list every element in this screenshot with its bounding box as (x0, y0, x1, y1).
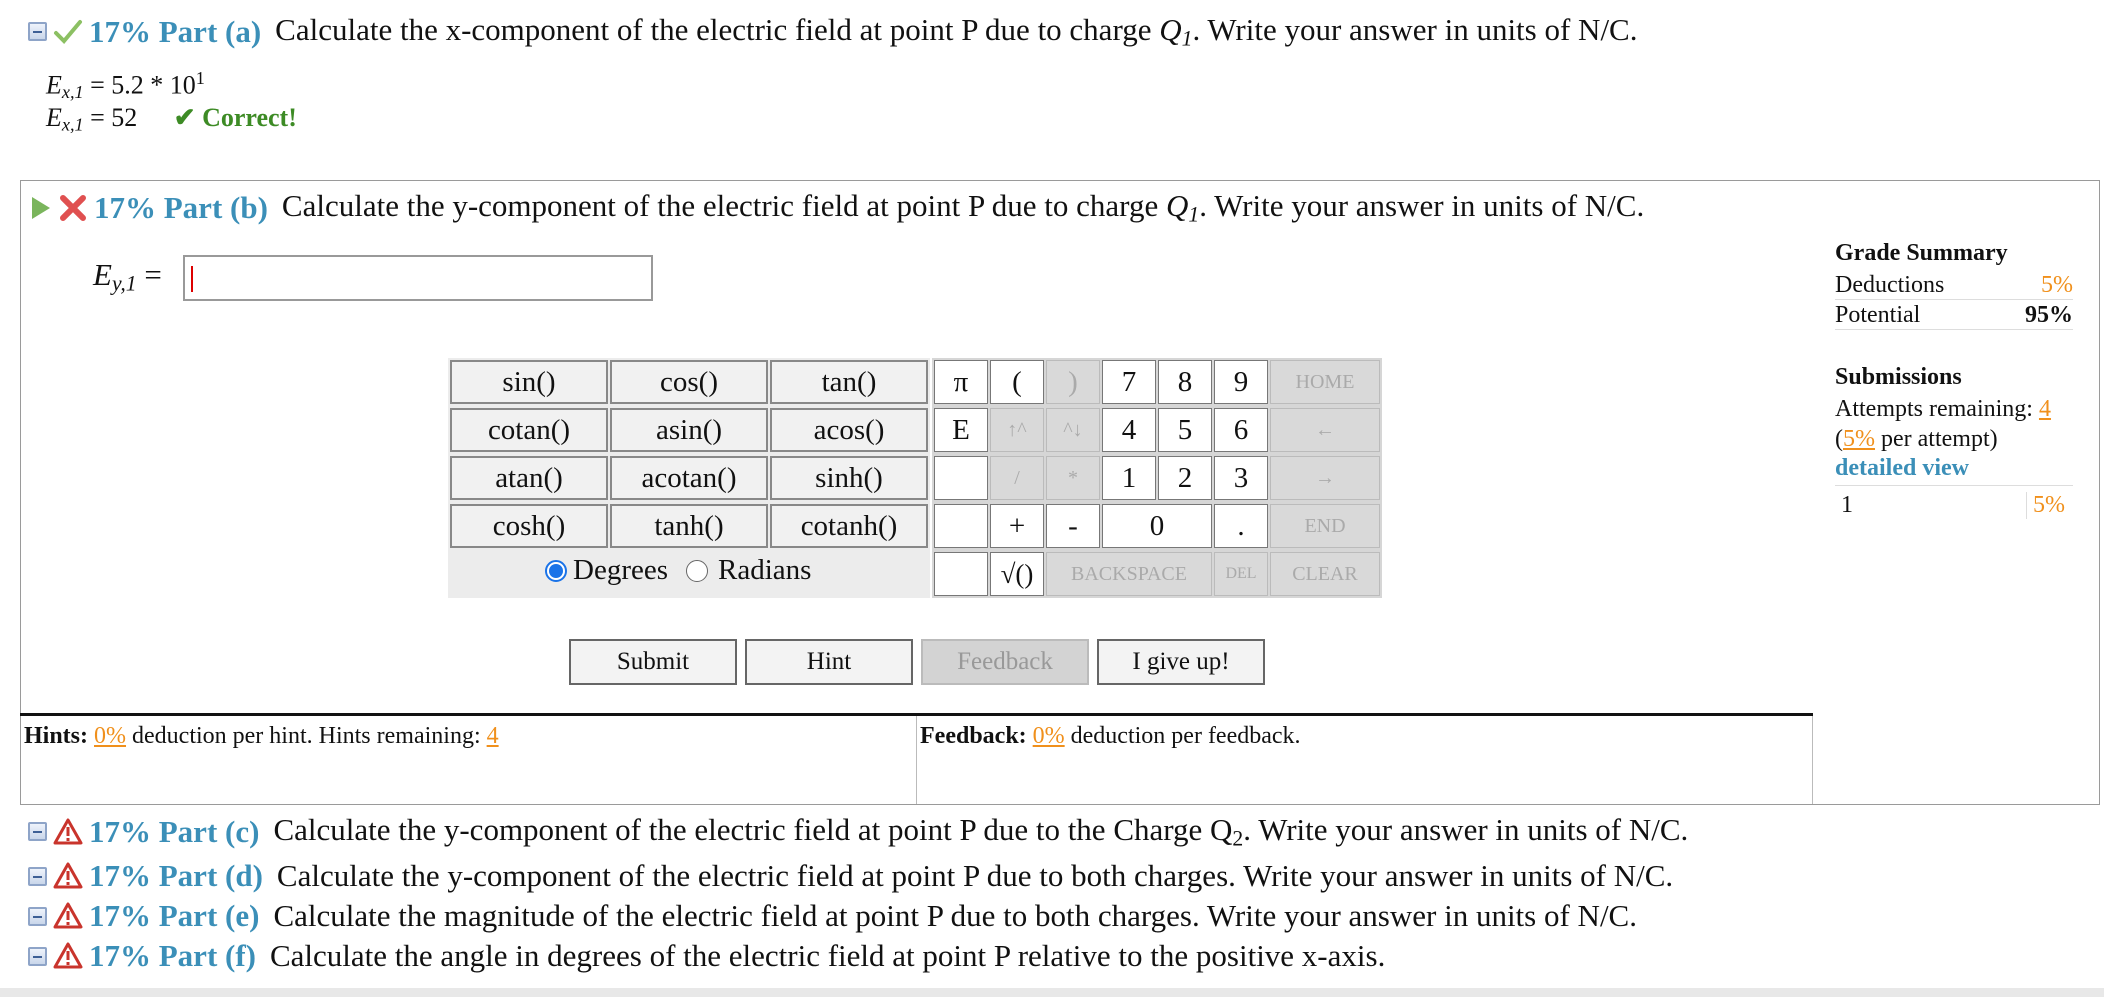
key-e[interactable]: E (934, 408, 988, 452)
key-9[interactable]: 9 (1214, 360, 1268, 404)
part-c-title[interactable]: 17% Part (c) (89, 813, 260, 849)
key-7[interactable]: 7 (1102, 360, 1156, 404)
part-d-header (28, 858, 1673, 894)
key-home: HOME (1270, 360, 1380, 404)
part-f-header (28, 938, 1385, 974)
key-plus[interactable]: + (990, 504, 1044, 548)
part-e-header (28, 898, 1637, 934)
fn-sin-button[interactable]: sin() (450, 360, 608, 404)
hints-remaining: 4 (486, 723, 499, 749)
part-c-question: Calculate the y-component of the electric field at point P due to the Charge Q2. Write your answer in units of N/C. (273, 812, 1689, 851)
collapse-icon[interactable] (28, 947, 47, 966)
part-a-question: Calculate the x-component of the electric field at point P due to charge $Q_1$. Write your answer in units of N/C. (275, 12, 1638, 51)
fn-tanh-button[interactable]: tanh() (610, 504, 768, 548)
collapse-icon[interactable] (28, 822, 47, 841)
key-blank-3 (934, 552, 988, 596)
checkmark-icon (53, 17, 83, 47)
part-b-question: Calculate the y-component of the electric field at point P due to charge $Q_1$. Write your answer in units of N/C. (281, 188, 1645, 227)
fn-asin-button[interactable]: asin() (610, 408, 768, 452)
key-del: DEL (1214, 552, 1268, 596)
fn-acotan-button[interactable]: acotan() (610, 456, 768, 500)
deductions-row: Deductions 5% (1835, 272, 2073, 298)
part-e-question: Calculate the magnitude of the electric field at point P due to both charges. Write your answer in units of N/C. (273, 898, 1637, 933)
key-0[interactable]: 0 (1102, 504, 1212, 548)
part-a-title[interactable]: 17% Part (a) (89, 13, 262, 49)
key-pi[interactable]: π (934, 360, 988, 404)
fn-sinh-button[interactable]: sinh() (770, 456, 928, 500)
key-backspace: BACKSPACE (1046, 552, 1212, 596)
submission-row: 1 5% (1835, 485, 2073, 519)
part-b-title[interactable]: 17% Part (b) (94, 189, 268, 225)
part-a-answer-sci: $E_{x,1} = 5.2 * 10^1$ (46, 68, 205, 103)
hints-text: Hints: 0% deduction per hint. Hints remaining: 4 (24, 723, 499, 749)
key-1[interactable]: 1 (1102, 456, 1156, 500)
potential-row: Potential 95% (1835, 302, 2073, 328)
part-d-question: Calculate the y-component of the electric field at point P due to both charges. Write your answer in units of N/C. (276, 858, 1674, 893)
key-up: ↑^ (990, 408, 1044, 452)
grade-summary-title: Grade Summary (1835, 240, 2008, 266)
submissions-title: Submissions (1835, 364, 1962, 390)
warning-icon (53, 901, 83, 931)
part-d-title[interactable]: 17% Part (d) (89, 858, 263, 893)
fn-acos-button[interactable]: acos() (770, 408, 928, 452)
part-f-title[interactable]: 17% Part (f) (89, 938, 256, 973)
warning-icon (53, 817, 83, 847)
key-2[interactable]: 2 (1158, 456, 1212, 500)
warning-icon (53, 941, 83, 971)
key-5[interactable]: 5 (1158, 408, 1212, 452)
degrees-label: Degrees (573, 554, 669, 586)
key-close-paren: ) (1046, 360, 1100, 404)
key-multiply: * (1046, 456, 1100, 500)
fn-cosh-button[interactable]: cosh() (450, 504, 608, 548)
key-down: ^↓ (1046, 408, 1100, 452)
collapse-icon[interactable] (28, 907, 47, 926)
give-up-button[interactable]: I give up! (1097, 639, 1265, 685)
key-left-arrow: ← (1270, 408, 1380, 452)
submit-button[interactable]: Submit (569, 639, 737, 685)
key-end: END (1270, 504, 1380, 548)
fn-tan-button[interactable]: tan() (770, 360, 928, 404)
key-right-arrow: → (1270, 456, 1380, 500)
key-minus[interactable]: - (1046, 504, 1100, 548)
part-b-header (32, 188, 1644, 227)
fn-cotanh-button[interactable]: cotanh() (770, 504, 928, 548)
bottom-border (0, 988, 2104, 997)
key-clear: CLEAR (1270, 552, 1380, 596)
part-c-header (28, 812, 1688, 851)
collapse-icon[interactable] (28, 867, 47, 886)
fn-atan-button[interactable]: atan() (450, 456, 608, 500)
answer-label: $E_{y,1}$ = (93, 257, 162, 296)
key-divide: / (990, 456, 1044, 500)
part-e-title[interactable]: 17% Part (e) (89, 898, 260, 933)
part-a-answer: $E_{x,1} = 52$ ✔ Correct! (46, 103, 297, 135)
hint-button[interactable]: Hint (745, 639, 913, 685)
answer-input[interactable] (183, 255, 653, 301)
radians-radio[interactable] (686, 560, 708, 582)
key-4[interactable]: 4 (1102, 408, 1156, 452)
detailed-view-link[interactable]: detailed view (1835, 455, 1969, 481)
key-sqrt[interactable]: √() (990, 552, 1044, 596)
feedback-text: Feedback: 0% deduction per feedback. (920, 723, 1301, 749)
angle-mode-group (545, 554, 811, 587)
key-6[interactable]: 6 (1214, 408, 1268, 452)
per-attempt: (5% per attempt) (1835, 426, 1998, 452)
text-cursor (191, 266, 193, 292)
part-f-question: Calculate the angle in degrees of the electric field at point P relative to the positive x-axis. (270, 938, 1386, 973)
correct-label: ✔ Correct! (173, 103, 297, 132)
key-3[interactable]: 3 (1214, 456, 1268, 500)
key-8[interactable]: 8 (1158, 360, 1212, 404)
degrees-radio[interactable] (545, 560, 567, 582)
collapse-icon[interactable] (28, 22, 47, 41)
feedback-button: Feedback (921, 639, 1089, 685)
x-mark-icon (58, 193, 88, 223)
fn-cotan-button[interactable]: cotan() (450, 408, 608, 452)
part-a-header (28, 12, 1638, 51)
key-blank-2 (934, 504, 988, 548)
fn-cos-button[interactable]: cos() (610, 360, 768, 404)
attempts-remaining: Attempts remaining: 4 (1835, 396, 2051, 422)
key-open-paren[interactable]: ( (990, 360, 1044, 404)
play-icon[interactable] (32, 197, 50, 219)
radians-label: Radians (718, 554, 812, 586)
key-dot[interactable]: . (1214, 504, 1268, 548)
warning-icon (53, 861, 83, 891)
key-blank-1 (934, 456, 988, 500)
